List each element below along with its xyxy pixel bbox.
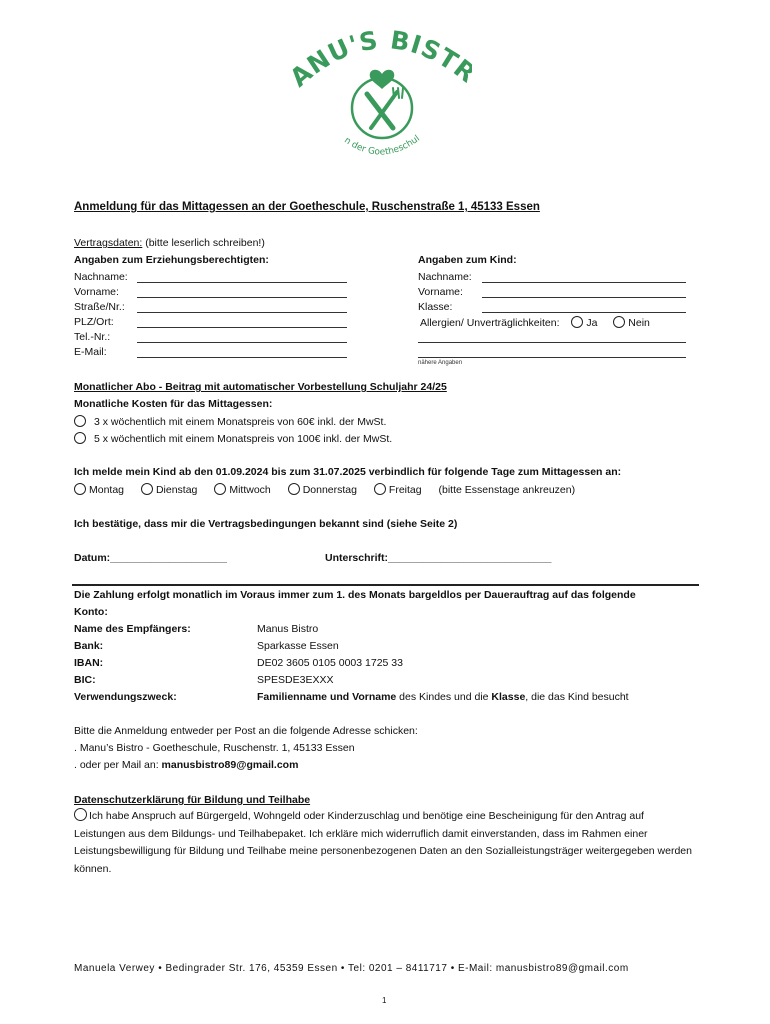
confirm-text: Ich bestätige, dass mir die Vertragsbedingungen bekannt sind (siehe Seite 2) bbox=[74, 518, 458, 530]
privacy-heading: Datenschutzerklärung für Bildung und Teilhabe bbox=[74, 794, 311, 806]
purpose-bold-1: Familienname und Vorname bbox=[257, 691, 397, 703]
guardian-street-label: Straße/Nr.: bbox=[74, 301, 125, 313]
payment-bic-value: SPESDE3EXXX bbox=[257, 674, 334, 686]
allergy-details-note: nähere Angaben bbox=[418, 360, 463, 366]
divider bbox=[72, 584, 699, 586]
contract-note: (bitte leserlich schreiben!) bbox=[145, 237, 265, 249]
payment-intro: Die Zahlung erfolgt monatlich im Voraus immer zum 1. des Monats bargeldlos per Dauerauftrag auf das folgende bbox=[74, 589, 636, 601]
privacy-block bbox=[74, 808, 696, 878]
option-3x-label: 3 x wöchentlich mit einem Monatspreis von 60€ inkl. der MwSt. bbox=[94, 416, 387, 428]
payment-konto: Konto: bbox=[74, 606, 108, 618]
bistro-logo-graphic bbox=[290, 22, 472, 172]
child-class-input[interactable] bbox=[482, 312, 686, 313]
days-heading: Ich melde mein Kind ab den 01.09.2024 bis zum 31.07.2025 verbindlich für folgende Tage zum Mittagessen an: bbox=[74, 466, 622, 478]
payment-recipient-label: Name des Empfängers: bbox=[74, 623, 191, 635]
day-thursday-radio[interactable] bbox=[288, 483, 300, 495]
payment-bic-label: BIC: bbox=[74, 674, 96, 686]
send-email-link[interactable]: manusbistro89@gmail.com bbox=[161, 759, 299, 771]
allergy-details-line-1[interactable] bbox=[418, 342, 686, 343]
send-post: . Manu’s Bistro - Goetheschule, Ruschenstr. 1, 45133 Essen bbox=[74, 742, 355, 754]
logo-subtitle: n der Goetheschul bbox=[342, 133, 422, 158]
guardian-heading: Angaben zum Erziehungsberechtigten: bbox=[74, 254, 269, 266]
guardian-firstname-input[interactable] bbox=[137, 297, 347, 298]
page-title: Anmeldung für das Mittagessen an der Goetheschule, Ruschenstraße 1, 45133 Essen bbox=[74, 201, 540, 213]
send-mail-prefix: . oder per Mail an: bbox=[74, 759, 162, 771]
option-5x-label: 5 x wöchentlich mit einem Monatspreis von 100€ inkl. der MwSt. bbox=[94, 433, 393, 445]
signature-field[interactable]: Unterschrift:____________________________ bbox=[325, 552, 552, 564]
day-thursday-label: Donnerstag bbox=[302, 484, 357, 496]
allergy-row bbox=[420, 316, 650, 329]
payment-recipient-value: Manus Bistro bbox=[257, 623, 319, 635]
guardian-zip-label: PLZ/Ort: bbox=[74, 316, 114, 328]
logo bbox=[290, 22, 472, 172]
child-firstname-input[interactable] bbox=[482, 297, 686, 298]
day-wednesday-label: Mittwoch bbox=[229, 484, 271, 496]
allergy-yes-radio[interactable] bbox=[571, 316, 583, 328]
guardian-lastname-label: Nachname: bbox=[74, 271, 128, 283]
option-5x-row bbox=[74, 432, 392, 445]
child-lastname-input[interactable] bbox=[482, 282, 686, 283]
privacy-consent-radio[interactable] bbox=[74, 808, 87, 821]
contract-heading: Vertragsdaten: bbox=[74, 237, 143, 249]
option-3x-row bbox=[74, 415, 386, 428]
page-number: 1 bbox=[382, 996, 387, 1005]
days-note: (bitte Essenstage ankreuzen) bbox=[438, 484, 576, 496]
option-5x-radio[interactable] bbox=[74, 432, 86, 444]
day-tuesday-radio[interactable] bbox=[141, 483, 153, 495]
guardian-email-label: E-Mail: bbox=[74, 346, 107, 358]
payment-purpose-value bbox=[257, 691, 629, 703]
days-row bbox=[74, 483, 575, 496]
payment-purpose-label: Verwendungszweck: bbox=[74, 691, 177, 703]
allergy-no-label: Nein bbox=[628, 317, 650, 329]
child-firstname-label: Vorname: bbox=[418, 286, 463, 298]
guardian-phone-input[interactable] bbox=[137, 342, 347, 343]
costs-heading: Monatliche Kosten für das Mittagessen: bbox=[74, 398, 273, 410]
guardian-firstname-label: Vorname: bbox=[74, 286, 119, 298]
day-monday-radio[interactable] bbox=[74, 483, 86, 495]
payment-iban-value: DE02 3605 0105 0003 1725 33 bbox=[257, 657, 403, 669]
purpose-text-2: , die das Kind besucht bbox=[525, 691, 629, 703]
purpose-text-1: des Kindes und die bbox=[396, 691, 492, 703]
allergy-yes-label: Ja bbox=[586, 317, 598, 329]
option-3x-radio[interactable] bbox=[74, 415, 86, 427]
payment-bank-value: Sparkasse Essen bbox=[257, 640, 339, 652]
child-heading: Angaben zum Kind: bbox=[418, 254, 517, 266]
send-intro: Bitte die Anmeldung entweder per Post an die folgende Adresse schicken: bbox=[74, 725, 418, 737]
day-tuesday-label: Dienstag bbox=[155, 484, 198, 496]
allergy-no-radio[interactable] bbox=[613, 316, 625, 328]
footer: Manuela Verwey • Bedingrader Str. 176, 45359 Essen • Tel: 0201 – 8411717 • E-Mail: manusbistro89@gmail.com bbox=[74, 963, 629, 974]
allergy-details-line-2[interactable] bbox=[418, 357, 686, 358]
payment-bank-label: Bank: bbox=[74, 640, 104, 652]
subscription-heading: Monatlicher Abo - Beitrag mit automatischer Vorbestellung Schuljahr 24/25 bbox=[74, 381, 447, 393]
purpose-bold-2: Klasse bbox=[491, 691, 526, 703]
day-friday-label: Freitag bbox=[388, 484, 422, 496]
allergy-label: Allergien/ Unverträglichkeiten: bbox=[420, 317, 560, 329]
send-mail-row bbox=[74, 759, 298, 771]
guardian-lastname-input[interactable] bbox=[137, 282, 347, 283]
child-class-label: Klasse: bbox=[418, 301, 453, 313]
day-wednesday-radio[interactable] bbox=[214, 483, 226, 495]
guardian-street-input[interactable] bbox=[137, 312, 347, 313]
date-field[interactable]: Datum:____________________ bbox=[74, 552, 227, 564]
guardian-email-input[interactable] bbox=[137, 357, 347, 358]
contract-heading-row bbox=[74, 237, 265, 249]
guardian-phone-label: Tel.-Nr.: bbox=[74, 331, 111, 343]
child-lastname-label: Nachname: bbox=[418, 271, 472, 283]
guardian-zip-input[interactable] bbox=[137, 327, 347, 328]
privacy-text: Ich habe Anspruch auf Bürgergeld, Wohngeld oder Kinderzuschlag und benötige eine Bescheinigung für den Antrag auf Leistungen aus dem Bildungs- und Teilhabepaket. Ich erkläre mich widerruflich damit einverstanden, dass im Rahmen einer Leistungsbewilligung für Bildung und Teilhabe meine personenbezogenen Daten an den Sozialleistungsträger weitergegeben werden können. bbox=[74, 810, 692, 875]
payment-iban-label: IBAN: bbox=[74, 657, 104, 669]
day-friday-radio[interactable] bbox=[374, 483, 386, 495]
logo-title: NU'S BIST bbox=[301, 25, 464, 80]
day-monday-label: Montag bbox=[89, 484, 125, 496]
